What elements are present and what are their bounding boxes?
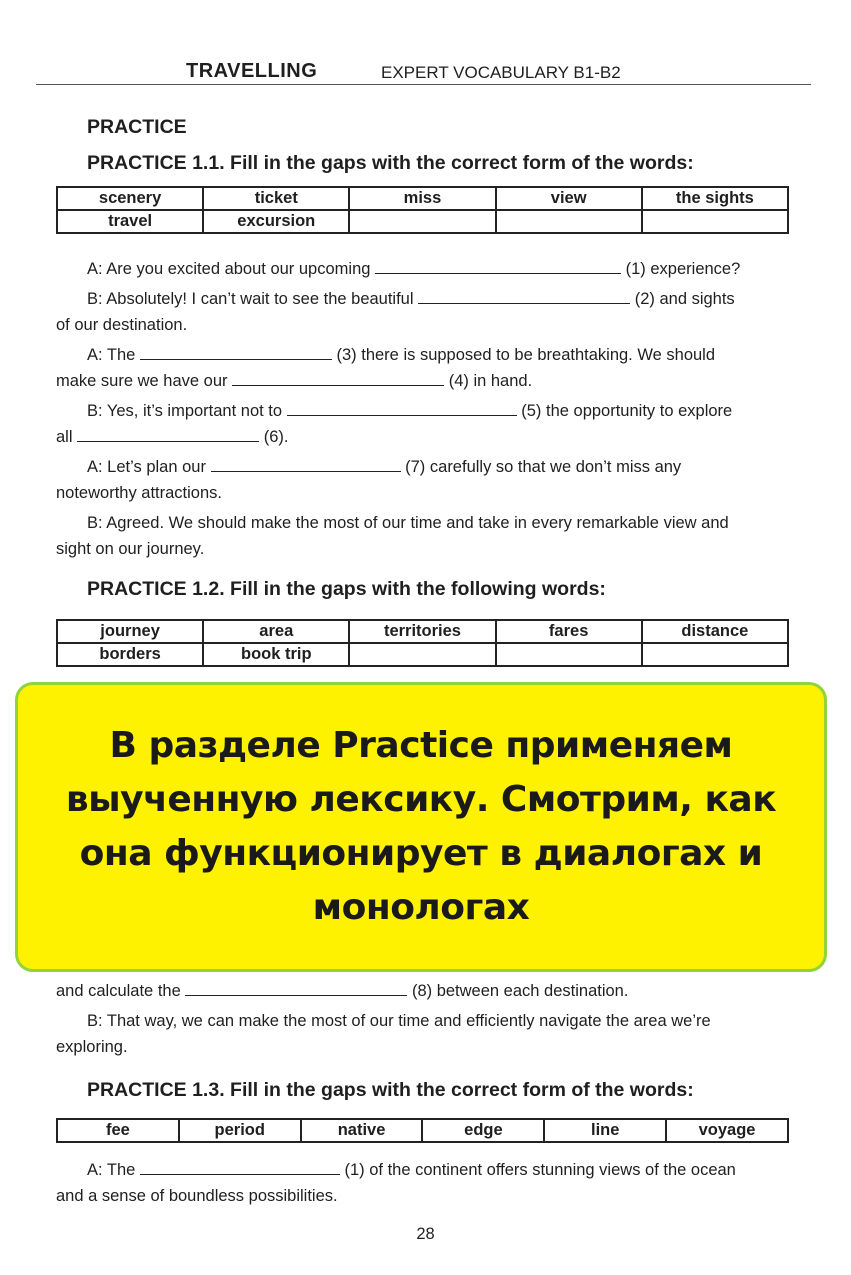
gap-3[interactable] <box>140 345 332 360</box>
dialogue-line-4 <box>56 398 789 450</box>
gap-8[interactable] <box>185 981 407 996</box>
empty-cell <box>642 643 788 666</box>
empty-cell <box>496 643 642 666</box>
practice-1-3-heading: PRACTICE 1.3. Fill in the gaps with the correct form of the words: <box>87 1079 694 1101</box>
empty-cell <box>496 210 642 233</box>
practice-1-2-heading: PRACTICE 1.2. Fill in the gaps with the following words: <box>87 578 606 600</box>
word-table-1-2 <box>56 619 789 667</box>
page-header <box>36 60 811 85</box>
callout-text: В разделе Practice применяем выученную лексику. Смотрим, как она функционирует в диалогах и монологах <box>65 725 777 928</box>
line-text: all <box>56 428 73 446</box>
word-cell: area <box>203 620 349 643</box>
gap-5[interactable] <box>287 401 517 416</box>
line-text: exploring. <box>56 1038 128 1056</box>
word-cell: book trip <box>203 643 349 666</box>
line-text: (8) between each destination. <box>411 982 629 1000</box>
word-cell: fee <box>57 1119 179 1142</box>
word-cell: travel <box>57 210 203 233</box>
page-number: 28 <box>416 1225 435 1243</box>
line-text: (3) there is supposed to be breathtaking. We should <box>336 346 716 364</box>
word-cell: edge <box>422 1119 544 1142</box>
empty-cell <box>349 210 495 233</box>
word-cell: fares <box>496 620 642 643</box>
word-cell: miss <box>349 187 495 210</box>
gap-1-3[interactable] <box>140 1160 340 1175</box>
line-text: A: The <box>87 346 136 364</box>
line-text: (6). <box>263 428 289 446</box>
word-table-1-3 <box>56 1118 789 1143</box>
section-title: PRACTICE <box>87 116 187 138</box>
book-subtitle: EXPERT VOCABULARY B1-B2 <box>381 63 621 82</box>
chapter-title: TRAVELLING <box>186 60 318 82</box>
dialogue-line-5 <box>56 454 789 506</box>
line-text: (7) carefully so that we don’t miss any <box>405 458 682 476</box>
word-cell: journey <box>57 620 203 643</box>
dialogue-line-1 <box>56 256 789 282</box>
gap-4[interactable] <box>232 371 444 386</box>
dialogue-line-10 <box>56 1157 789 1209</box>
word-cell: scenery <box>57 187 203 210</box>
line-text: and calculate the <box>56 982 181 1000</box>
gap-7[interactable] <box>211 457 401 472</box>
dialogue-line-9 <box>56 1008 789 1060</box>
word-cell: territories <box>349 620 495 643</box>
gap-1[interactable] <box>375 259 621 274</box>
line-text: and a sense of boundless possibilities. <box>56 1187 338 1205</box>
line-text: (4) in hand. <box>448 372 533 390</box>
line-text: A: Are you excited about our upcoming <box>87 260 371 278</box>
word-cell: voyage <box>666 1119 788 1142</box>
line-text: of our destination. <box>56 316 188 334</box>
practice-1-1-heading: PRACTICE 1.1. Fill in the gaps with the correct form of the words: <box>87 152 694 174</box>
callout-banner <box>15 682 827 972</box>
word-cell: view <box>496 187 642 210</box>
line-text: B: Absolutely! I can’t wait to see the beautiful <box>87 290 414 308</box>
empty-cell <box>642 210 788 233</box>
line-text: B: That way, we can make the most of our time and efficiently navigate the area we’re <box>87 1012 711 1030</box>
word-cell: ticket <box>203 187 349 210</box>
dialogue-line-3 <box>56 342 789 394</box>
word-cell: the sights <box>642 187 788 210</box>
empty-cell <box>349 643 495 666</box>
gap-6[interactable] <box>77 427 259 442</box>
line-text: A: Let’s plan our <box>87 458 206 476</box>
dialogue-line-8 <box>56 978 789 1004</box>
line-text: B: Yes, it’s important not to <box>87 402 283 420</box>
word-cell: line <box>544 1119 666 1142</box>
word-cell: excursion <box>203 210 349 233</box>
line-text: (1) experience? <box>625 260 741 278</box>
line-text: (2) and sights <box>634 290 735 308</box>
word-cell: native <box>301 1119 423 1142</box>
line-text: B: Agreed. We should make the most of our time and take in every remarkable view and <box>87 514 729 532</box>
dialogue-line-2 <box>56 286 789 338</box>
line-text: make sure we have our <box>56 372 228 390</box>
word-cell: distance <box>642 620 788 643</box>
word-cell: borders <box>57 643 203 666</box>
line-text: sight on our journey. <box>56 540 205 558</box>
word-cell: period <box>179 1119 301 1142</box>
gap-2[interactable] <box>418 289 630 304</box>
line-text: noteworthy attractions. <box>56 484 222 502</box>
line-text: (1) of the continent offers stunning views of the ocean <box>344 1161 736 1179</box>
line-text: A: The <box>87 1161 136 1179</box>
word-table-1-1 <box>56 186 789 234</box>
line-text: (5) the opportunity to explore <box>521 402 733 420</box>
dialogue-line-6 <box>56 510 789 562</box>
